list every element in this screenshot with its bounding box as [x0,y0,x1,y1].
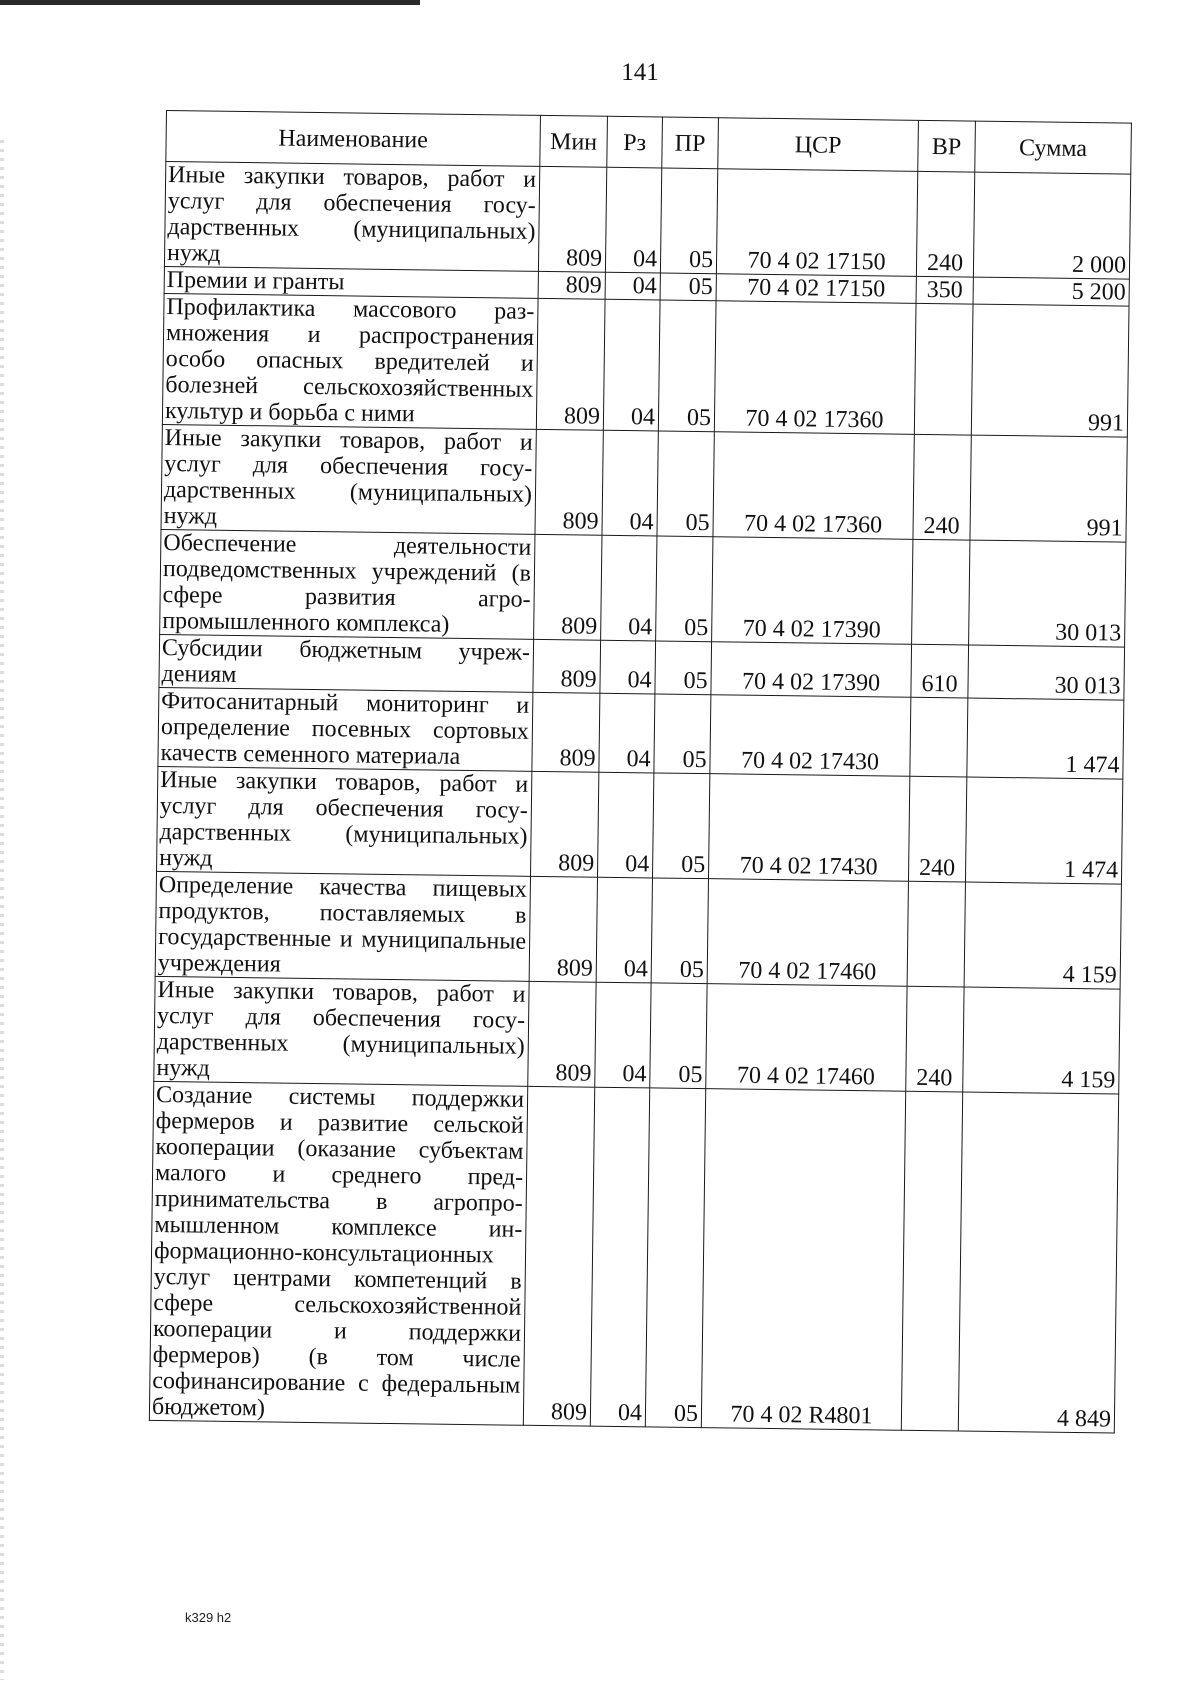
table-row [162,293,1129,437]
row-pr: 05 [645,1088,705,1428]
row-sum: 5 200 [973,277,1129,306]
row-vr: 240 [908,776,966,882]
row-vr [914,303,973,435]
row-min: 809 [529,876,597,982]
row-rz: 04 [605,167,661,273]
header-min: Мин [540,115,608,167]
row-pr: 05 [650,983,707,1089]
row-vr [901,1091,962,1431]
row-min: 809 [538,166,606,272]
row-name: Иные закупки товаров, работ и услуг для обеспечения государственных (муниципальных) нужд [154,976,529,1086]
row-sum: 30 013 [969,540,1126,647]
row-rz: 04 [600,640,656,694]
row-pr: 05 [652,773,709,879]
row-pr: 05 [656,536,713,642]
table-row [158,687,1124,779]
row-pr: 05 [660,273,716,301]
row-name: Иные закупки товаров, работ и услуг для обеспечения государственных (муниципальных) нужд [161,424,536,534]
row-vr: 240 [906,986,964,1092]
header-pr: ПР [662,117,719,169]
row-csr: 70 4 02 17460 [707,879,908,987]
row-vr: 240 [913,434,971,540]
row-min: 809 [533,639,601,693]
row-min: 809 [528,981,596,1087]
header-vr: ВР [918,120,976,172]
row-vr [910,697,968,777]
row-sum: 1 474 [967,698,1124,779]
scan-edge-mark [0,0,420,5]
row-sum: 991 [971,304,1129,437]
row-name: Создание системы поддержки фермеров и развитие сельской кооперации (оказание субъектам малого и среднего предпринимательства в агропромышленном комплексе информационно-консультационных услуг центрами компетенций в сфере сельскохозяйственной кооперации и поддержки фермеров) (в том числе софинансирование с федеральным бюджетом) [149,1081,527,1425]
row-min: 809 [534,534,602,640]
page-number: 141 [621,59,659,86]
header-csr: ЦСР [718,118,919,172]
row-pr: 05 [657,431,714,537]
row-name: Определение качества пищевых продуктов, поставляемых в государственные и муниципальные учреждения [155,871,530,981]
row-sum: 2 000 [973,172,1130,279]
table-row [155,871,1121,989]
header-rz: Рз [607,116,663,168]
binding-edge [0,140,4,1680]
row-csr: 70 4 02 17360 [714,301,916,435]
row-sum: 4 159 [964,882,1121,989]
row-rz: 04 [596,877,652,983]
row-rz: 04 [599,693,655,773]
row-rz: 04 [590,1087,649,1427]
row-csr: 70 4 02 17150 [716,274,916,304]
row-sum: 4 849 [958,1092,1118,1433]
row-csr: 70 4 02 17360 [713,432,914,540]
row-min: 809 [523,1086,594,1426]
row-csr: 70 4 02 17430 [708,774,909,882]
row-vr [907,881,965,987]
row-rz: 04 [597,772,653,878]
header-sum: Сумма [975,121,1132,174]
row-min: 809 [531,771,599,877]
table-row [160,529,1126,647]
row-name: Фитосанитарный мониторинг и определение посевных сортовых качеств семенного материала [158,687,533,771]
row-csr: 70 4 02 R4801 [701,1089,905,1431]
row-rz: 04 [595,982,651,1088]
table-row [164,162,1130,280]
row-rz: 04 [603,299,660,431]
row-csr: 70 4 02 17460 [706,984,907,1092]
row-sum: 4 159 [963,987,1120,1094]
row-name: Премии и гранты [164,266,538,298]
row-sum: 991 [970,435,1127,542]
row-sum: 30 013 [968,645,1125,700]
row-name: Обеспечение деятельности подведомственных учреждений (в сфере развития агропромышленного комплекса) [160,529,535,639]
row-name: Иные закупки товаров, работ и услуг для обеспечения государственных (муниципальных) нужд [164,162,539,272]
row-min: 809 [535,429,603,535]
table-row [149,1081,1118,1433]
row-name: Иные закупки товаров, работ и услуг для обеспечения государственных (муниципальных) нужд [157,766,532,876]
row-pr: 05 [658,300,716,432]
row-vr: 610 [911,644,969,698]
row-rz: 04 [601,535,657,641]
row-sum: 1 474 [965,777,1122,884]
row-pr: 05 [655,641,712,695]
row-csr: 70 4 02 17150 [716,169,917,277]
row-min: 809 [536,298,605,430]
budget-table [149,110,1132,1434]
row-pr: 05 [651,878,708,984]
table-row [154,976,1120,1094]
table-row [157,766,1123,884]
table-row [161,424,1127,542]
header-name: Наименование [166,111,541,167]
budget-table-container [149,110,1131,1434]
row-vr [912,539,970,645]
row-name: Профилактика массового размножения и распространения особо опасных вредителей и болезней сельскохозяйственных культур и борьба с ними [162,293,538,429]
row-vr: 240 [916,171,974,277]
row-min: 809 [532,692,600,772]
row-csr: 70 4 02 17430 [710,695,911,777]
row-name: Субсидии бюджетным учреждениям [159,634,534,692]
row-vr: 350 [916,276,973,304]
row-rz: 04 [605,272,660,300]
row-csr: 70 4 02 17390 [711,642,912,698]
row-csr: 70 4 02 17390 [712,537,913,645]
row-pr: 05 [654,694,711,774]
footer-document-code: k329 h2 [185,1610,232,1625]
row-pr: 05 [660,168,717,274]
row-min: 809 [538,271,605,299]
row-rz: 04 [602,430,658,536]
